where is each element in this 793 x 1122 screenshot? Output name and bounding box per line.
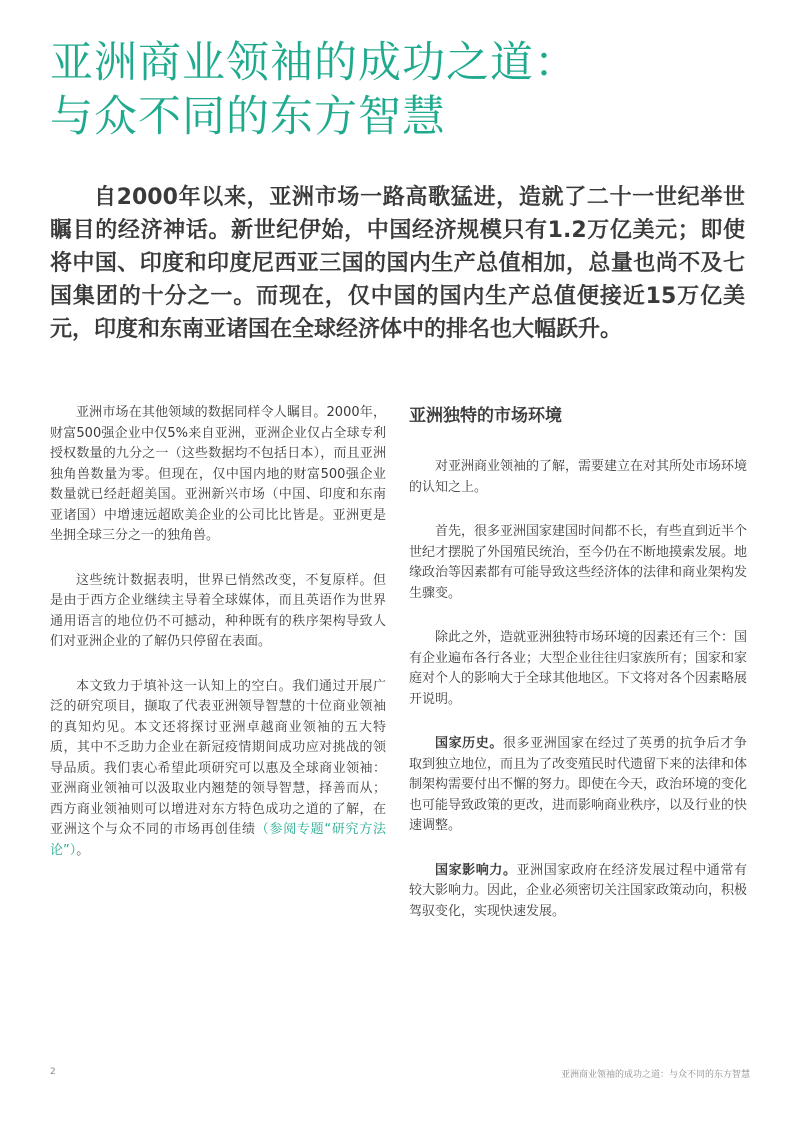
term-national-influence: 国家影响力。 bbox=[435, 862, 517, 878]
left-paragraph-3 bbox=[50, 677, 386, 862]
page-number: 2 bbox=[50, 1067, 56, 1077]
right-column bbox=[409, 403, 747, 946]
right-paragraph-4-text: 很多亚洲国家在经过了英勇的抗争后才争取到独立地位，而且为了改变殖民时代遗留下来的法律和体制架构需要付出不懈的努力。即使在今天，政治环境的变化也可能导致政策的更改，进而影响商业秩序，以及行业的快速调整。 bbox=[409, 736, 748, 833]
right-paragraph-2: 首先，很多亚洲国家建国时间都不长，有些直到近半个世纪才摆脱了外国殖民统治，至今仍在不断地摸索发展。地缘政治等因素都有可能导致这些经济体的法律和商业架构发生骤变。 bbox=[409, 524, 748, 601]
right-paragraph-1: 对亚洲商业领袖的了解，需要建立在对其所处市场环境的认知之上。 bbox=[409, 459, 748, 495]
section-heading: 亚洲独特的市场环境 bbox=[409, 406, 562, 426]
right-paragraph-4 bbox=[409, 734, 747, 837]
left-paragraph-2: 这些统计数据表明，世界已悄然改变，不复原样。但是由于西方企业继续主导着全球媒体，而且英语作为世界通用语言的地位仍不可撼动，种种既有的秩序架构导致人们对亚洲企业的了解仍只停留在表面。 bbox=[50, 572, 386, 649]
left-paragraph-3-text: 本文致力于填补这一认知上的空白。我们通过开展广泛的研究项目，撷取了代表亚洲领导智慧的十位商业领袖的真知灼见。本文还将探讨亚洲卓越商业领袖的五大特质，其中不乏助力企业在新冠疫情期间成功应对挑战的领导品质。我们衷心希望此项研究可以惠及全球商业领袖：亚洲商业领袖可以汲取业内翘楚的领导智慧，择善而从；西方商业领袖则可以增进对东方特色成功之道的了解，在亚洲这个与众不同的市场再创佳绩 bbox=[50, 678, 386, 837]
term-national-history: 国家历史。 bbox=[435, 736, 503, 751]
page-title bbox=[50, 36, 578, 144]
right-paragraph-3: 除此之外，造就亚洲独特市场环境的因素还有三个：国有企业遍布各行各业；大型企业往往归家族所有；国家和家庭对个人的影响大于全球其他地区。下文将对各个因素略展开说明。 bbox=[409, 630, 748, 707]
left-paragraph-3-end: 。 bbox=[76, 842, 90, 858]
right-paragraph-5-text: 亚洲国家政府在经济发展过程中通常有较大影响力。因此，企业必须密切关注国家政策动向，积极驾驭变化，实现快速发展。 bbox=[409, 862, 748, 919]
title-line-2: 与众不同的东方智慧 bbox=[50, 92, 446, 142]
lead-paragraph: 自2000年以来，亚洲市场一路高歌猛进，造就了二十一世纪举世瞩目的经济神话。新世纪伊始，中国经济规模只有1.2万亿美元；即使将中国、印度和印度尼西亚三国的国内生产总值相加，总量也尚不及七国集团的十分之一。而现在，仅中国的国内生产总值便接近15万亿美元，印度和东南亚诸国在全球经济体中的排名也大幅跃升。 bbox=[50, 185, 745, 342]
methodology-link[interactable]: （参阅专题“研究方法论”） bbox=[50, 822, 386, 858]
right-paragraph-5 bbox=[409, 861, 747, 923]
left-paragraph-1: 亚洲市场在其他领域的数据同样令人瞩目。2000年，财富500强企业中仅5%来自亚洲，亚洲企业仅占全球专利授权数量的九分之一（这些数据均不包括日本），而且亚洲独角兽数量为零。但现在，仅中国内地的财富500强企业数量就已经赶超美国。亚洲新兴市场（中国、印度和东南亚诸国）中增速远超欧美企业的公司比比皆是。亚洲更是坐拥全球三分之一的独角兽。 bbox=[50, 405, 386, 543]
left-column bbox=[50, 403, 386, 885]
title-line-1: 亚洲商业领袖的成功之道： bbox=[50, 38, 578, 88]
running-title: 亚洲商业领袖的成功之道：与众不同的东方智慧 bbox=[560, 1070, 750, 1080]
